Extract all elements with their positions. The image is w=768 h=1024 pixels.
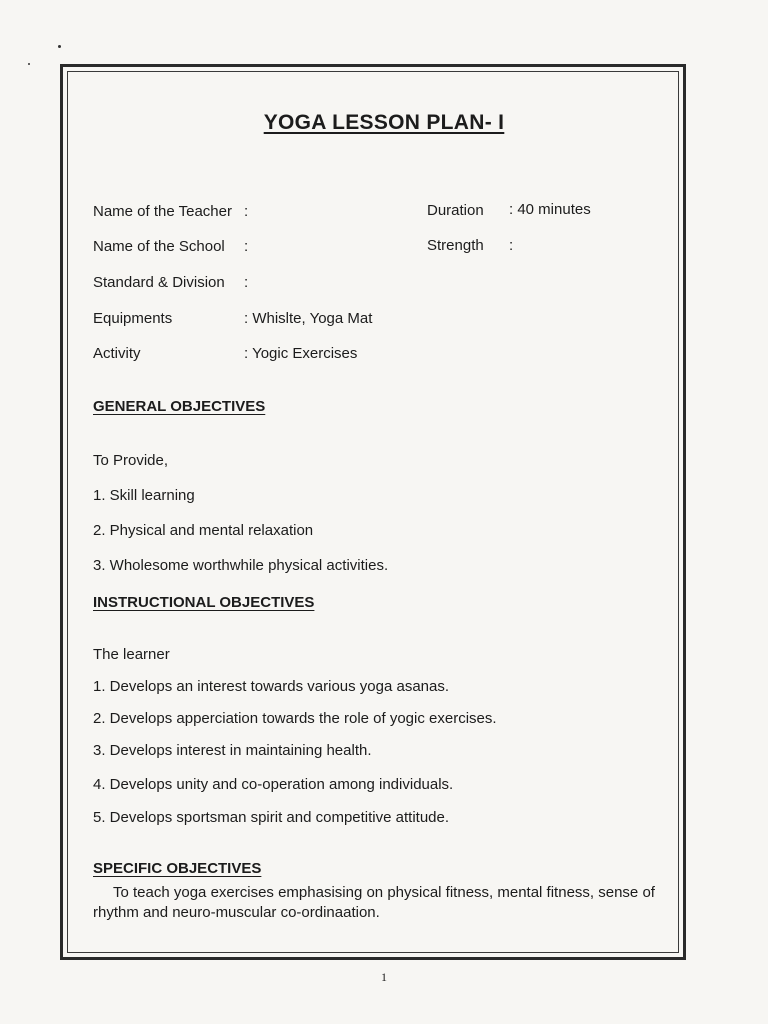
page-number: 1 (381, 970, 387, 984)
list-item: 4. Develops unity and co-operation among individuals. (93, 776, 454, 793)
teacher-value: : (244, 203, 249, 220)
scan-speck (58, 45, 61, 48)
school-label: Name of the School (93, 238, 225, 255)
activity-label: Activity (93, 345, 141, 362)
strength-value: : (509, 237, 514, 254)
standard-value: : (244, 274, 249, 291)
duration-value: : 40 minutes (509, 201, 591, 218)
list-item: 1. Skill learning (93, 487, 195, 504)
list-item: 3. Wholesome worthwhile physical activities. (93, 557, 389, 574)
specific-objectives-heading: SPECIFIC OBJECTIVES (93, 860, 262, 877)
duration-label: Duration (427, 202, 484, 219)
strength-label: Strength (427, 237, 484, 254)
teacher-label: Name of the Teacher (93, 203, 232, 220)
page-title: YOGA LESSON PLAN- I (263, 111, 505, 134)
instructional-objectives-heading: INSTRUCTIONAL OBJECTIVES (93, 594, 315, 611)
list-item: 1. Develops an interest towards various yoga asanas. (93, 678, 450, 695)
equipments-value: : Whislte, Yoga Mat (244, 310, 373, 327)
school-value: : (244, 238, 249, 255)
list-item: 3. Develops interest in maintaining health. (93, 742, 372, 759)
scan-speck (28, 63, 30, 65)
list-item: 2. Physical and mental relaxation (93, 522, 314, 539)
list-item: 5. Develops sportsman spirit and competitive attitude. (93, 809, 450, 826)
general-objectives-intro: To Provide, (93, 452, 169, 469)
general-objectives-heading: GENERAL OBJECTIVES (93, 398, 266, 415)
activity-value: : Yogic Exercises (244, 345, 358, 362)
equipments-label: Equipments (93, 310, 173, 327)
instructional-objectives-intro: The learner (93, 646, 170, 663)
specific-objectives-text: To teach yoga exercises emphasising on physical fitness, mental fitness, sense of rhythm and neuro-muscular co-ordinaation. (93, 884, 655, 921)
list-item: 2. Develops apperciation towards the role of yogic exercises. (93, 710, 497, 727)
standard-label: Standard & Division (93, 274, 225, 291)
